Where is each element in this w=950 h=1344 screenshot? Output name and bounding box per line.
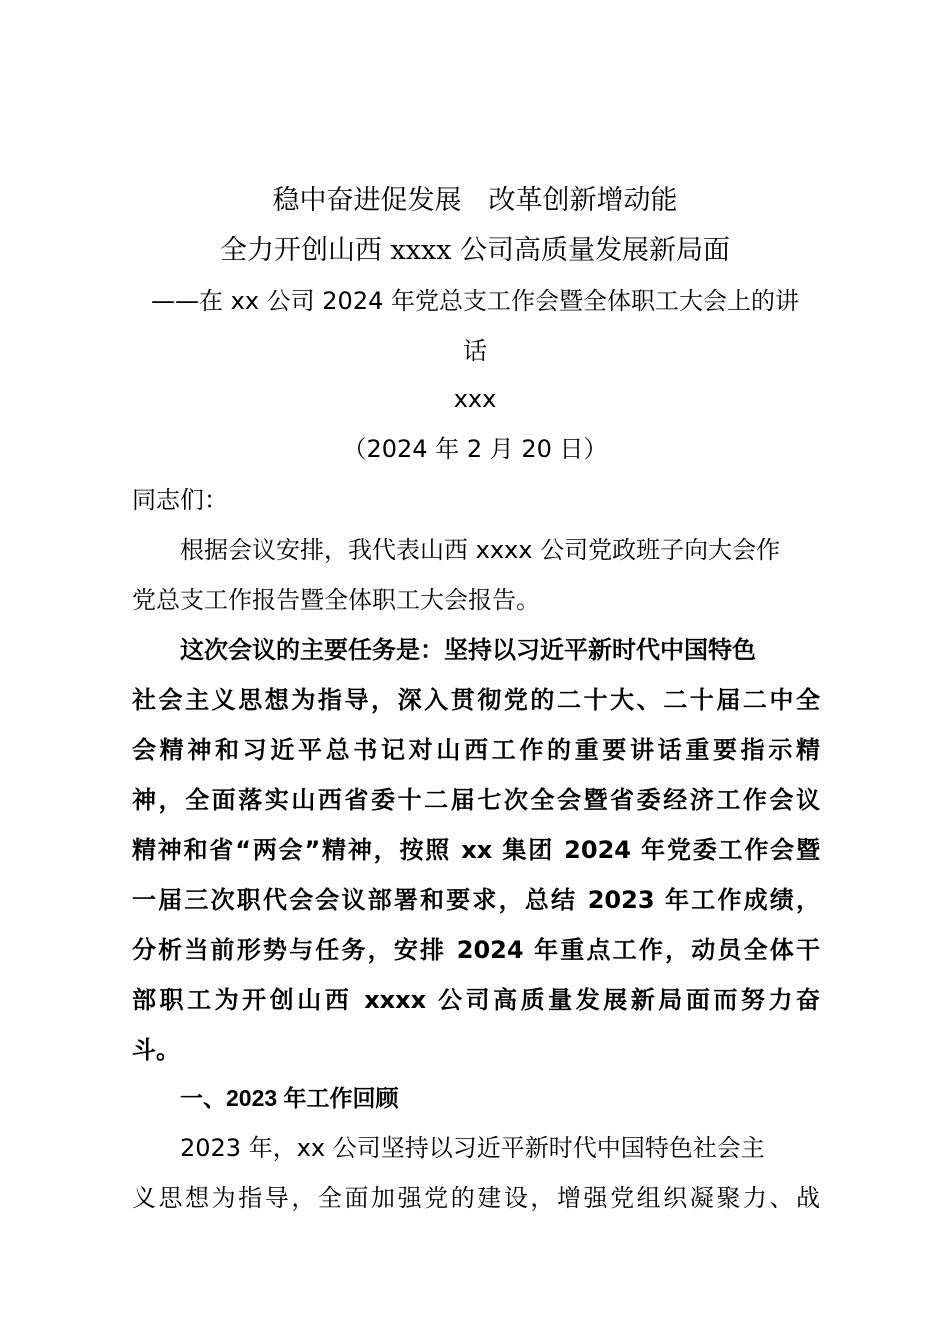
paragraph-2-line-5: 精神和省“两会”精神，按照 xx 集团 2024 年党委工作会暨 [132, 836, 820, 864]
title-line-1: 稳中奋进促发展 改革创新增动能 [272, 185, 678, 216]
paragraph-2-line-7: 分析当前形势与任务，安排 2024 年重点工作，动员全体干 [132, 936, 820, 964]
paragraph-3-line-2: 义思想为指导，全面加强党的建设，增强党组织凝聚力、战 [132, 1184, 820, 1212]
subtitle-line-2: 话 [463, 337, 487, 365]
paragraph-2-line-9: 斗。 [132, 1036, 180, 1064]
author: xxx [453, 385, 497, 413]
paragraph-1-line-1: 根据会议安排，我代表山西 xxxx 公司党政班子向大会作 [180, 536, 781, 564]
salutation: 同志们： [132, 486, 228, 514]
title-line-2: 全力开创山西 xxxx 公司高质量发展新局面 [219, 235, 731, 266]
paragraph-2-line-6: 一届三次职代会会议部署和要求，总结 2023 年工作成绩， [132, 886, 820, 914]
paragraph-2-line-3: 会精神和习近平总书记对山西工作的重要讲话重要指示精 [132, 736, 820, 764]
subtitle-line-1: ——在 xx 公司 2024 年党总支工作会暨全体职工大会上的讲 [151, 287, 799, 315]
section-heading-1: 一、2023 年工作回顾 [180, 1085, 399, 1111]
paragraph-2-line-2: 社会主义思想为指导，深入贯彻党的二十大、二十届二中全 [132, 686, 820, 714]
paragraph-2-line-8: 部职工为开创山西 xxxx 公司高质量发展新局面而努力奋 [132, 986, 820, 1014]
paragraph-2-line-1: 这次会议的主要任务是：坚持以习近平新时代中国特色 [180, 636, 756, 664]
speech-date: （2024 年 2 月 20 日） [342, 435, 608, 463]
paragraph-2-line-4: 神，全面落实山西省委十二届七次全会暨省委经济工作会议 [132, 786, 820, 814]
paragraph-1-line-2: 党总支工作报告暨全体职工大会报告。 [132, 586, 540, 614]
paragraph-3-line-1: 2023 年，xx 公司坚持以习近平新时代中国特色社会主 [180, 1134, 765, 1162]
